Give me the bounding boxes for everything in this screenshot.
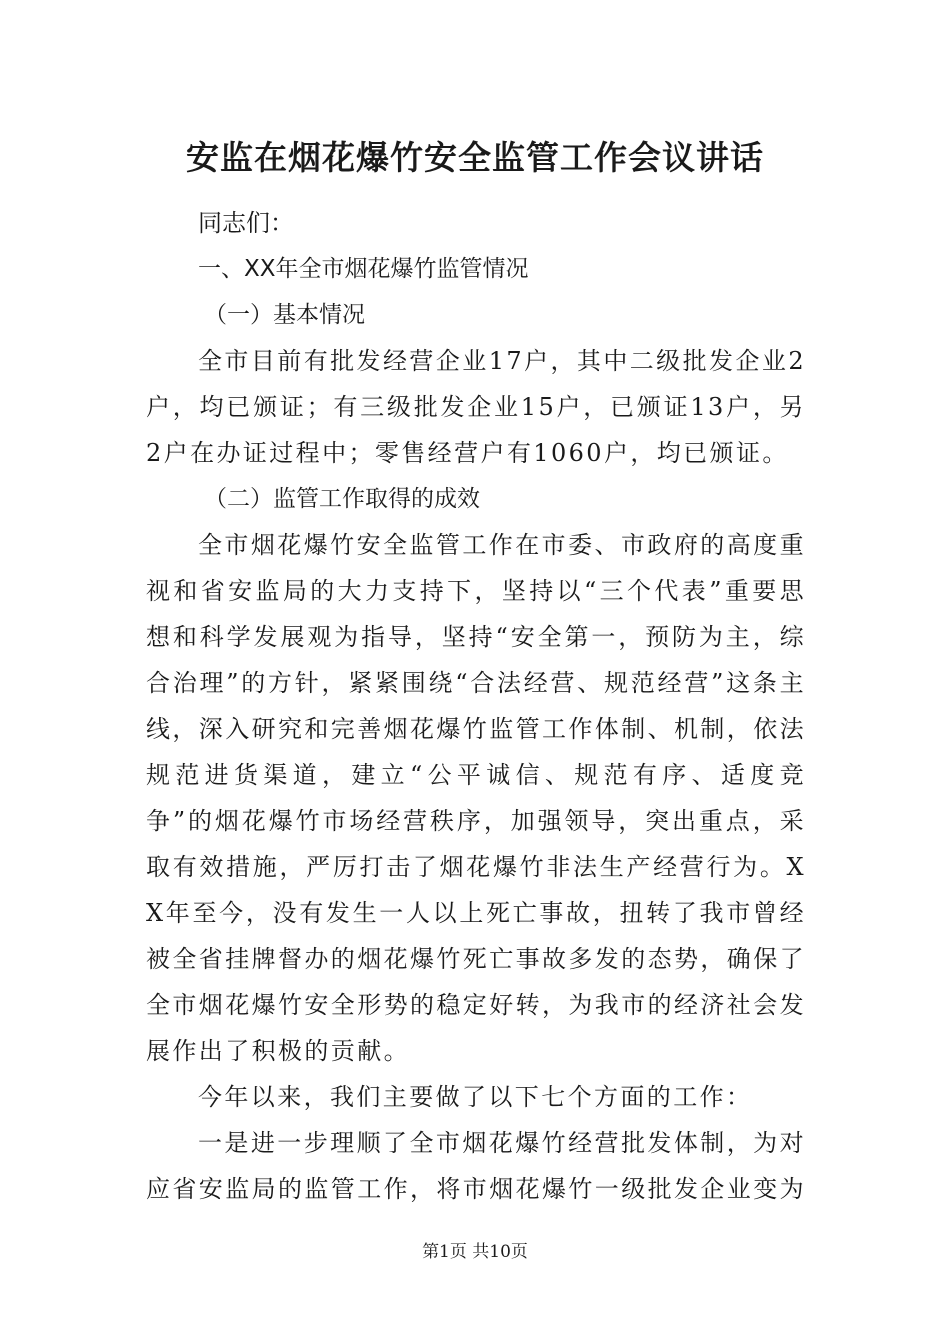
document-body: [146, 200, 806, 1212]
salutation: 同志们：: [198, 209, 294, 237]
paragraph-work-item-1: 一是进一步理顺了全市烟花爆竹经营批发体制，为对应省安监局的监管工作，将市烟花爆竹一级批发企业变为: [146, 1129, 806, 1203]
page-number-footer: 第1页 共10页: [422, 1242, 528, 1262]
paragraph-work-intro: 今年以来，我们主要做了以下七个方面的工作：: [198, 1083, 753, 1111]
subsection-heading-results: （二）监管工作取得的成效: [204, 486, 480, 512]
subsection-heading-basic: （一）基本情况: [204, 302, 365, 328]
paragraph-basic-situation: 全市目前有批发经营企业17户，其中二级批发企业2户，均已颁证；有三级批发企业15户，已颁证13户，另2户在办证过程中；零售经营户有1060户，均已颁证。: [146, 347, 806, 467]
document-title: 安监在烟花爆竹安全监管工作会议讲话: [186, 138, 764, 177]
section-heading-1: 一、XX年全市烟花爆竹监管情况: [198, 256, 529, 282]
paragraph-results: 全市烟花爆竹安全监管工作在市委、市政府的高度重视和省安监局的大力支持下，坚持以“三个代表”重要思想和科学发展观为指导，坚持“安全第一，预防为主，综合治理”的方针，紧紧围绕“合法经营、规范经营”这条主线，深入研究和完善烟花爆竹监管工作体制、机制，依法规范进货渠道，建立“公平诚信、规范有序、适度竞争”的烟花爆竹市场经营秩序，加强领导，突出重点，采取有效措施，严厉打击了烟花爆竹非法生产经营行为。XX年至今，没有发生一人以上死亡事故，扭转了我市曾经被全省挂牌督办的烟花爆竹死亡事故多发的态势，确保了全市烟花爆竹安全形势的稳定好转，为我市的经济社会发展作出了积极的贡献。: [146, 531, 806, 1065]
